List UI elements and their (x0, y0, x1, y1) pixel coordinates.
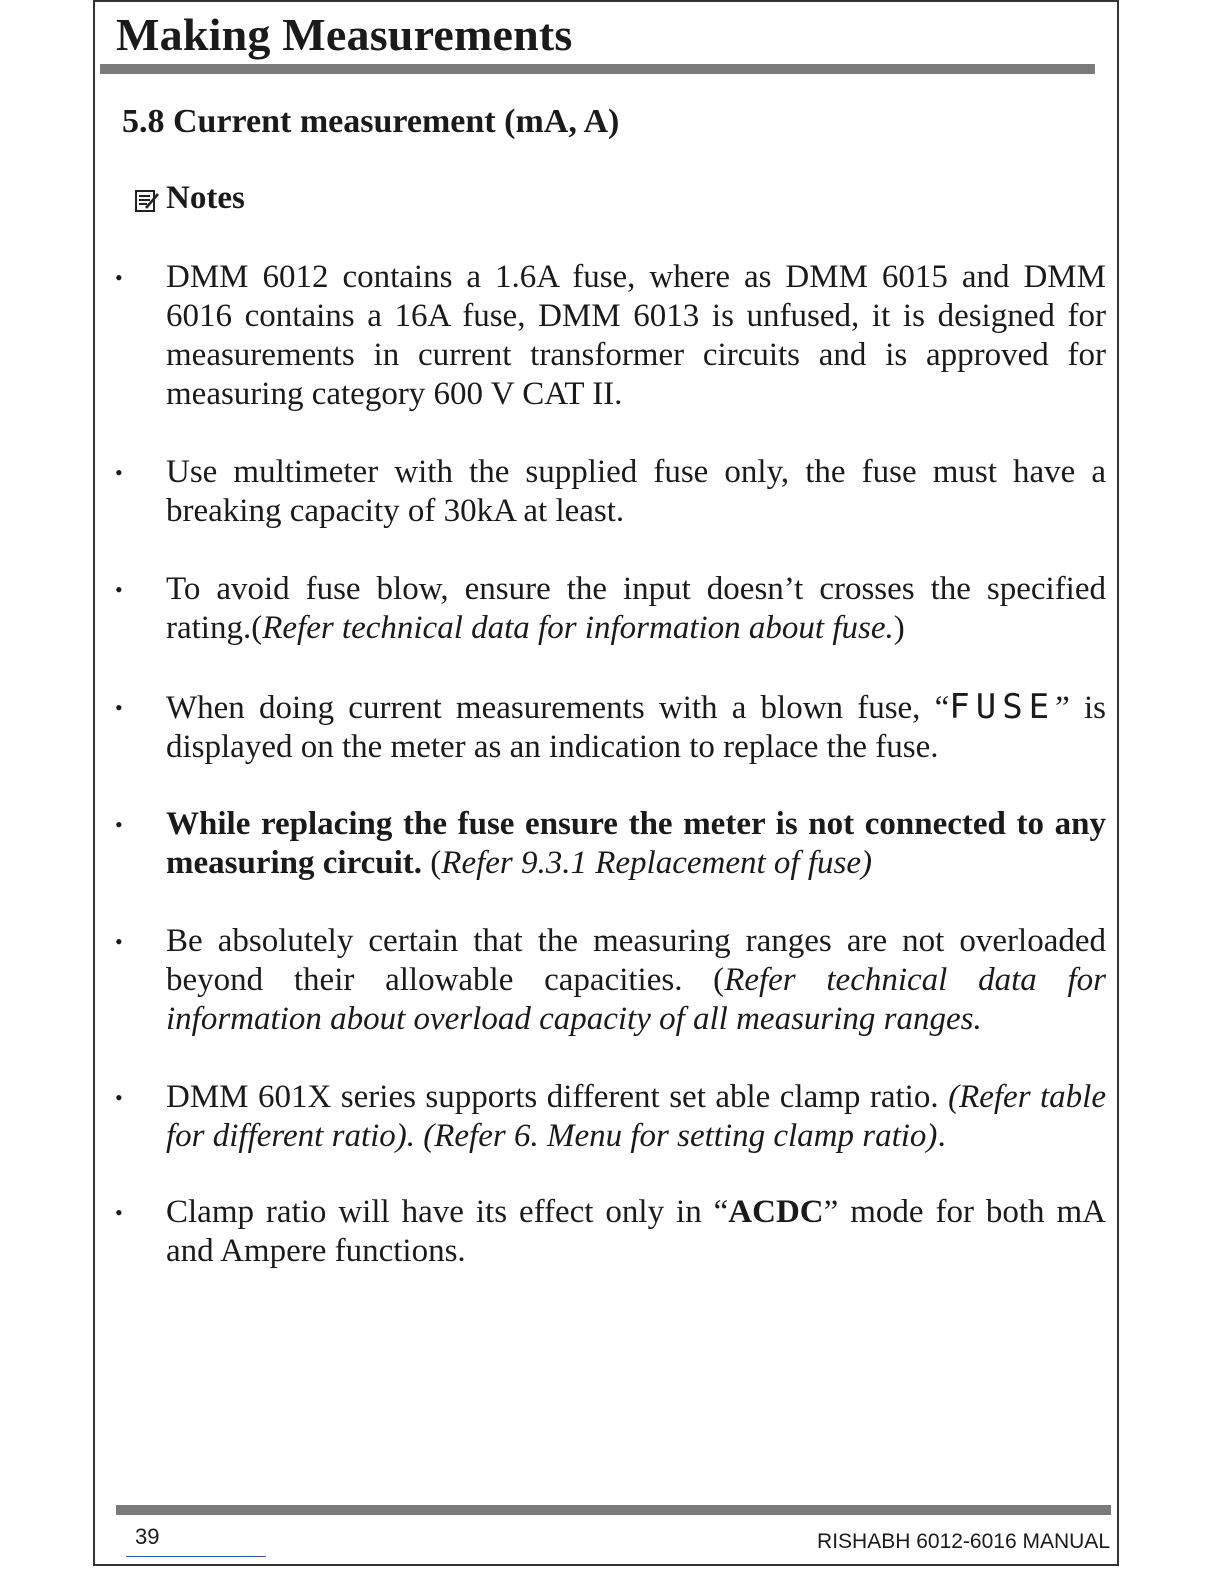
list-item (112, 805, 1106, 883)
item-text: To avoid fuse blow, ensure the input doesn’t crosses the specified rating.( (166, 571, 1106, 646)
list-item (112, 1078, 1106, 1156)
title-divider (100, 64, 1095, 74)
list-item (112, 258, 1106, 414)
notes-label: Notes (166, 180, 245, 216)
list-item (112, 688, 1106, 767)
list-item (112, 1193, 1106, 1271)
item-reference: Refer technical data for information about overload capacity of all measuring ranges. (166, 962, 1106, 1037)
bullet: • (115, 1085, 123, 1110)
item-mode: ACDC (728, 1194, 824, 1230)
list-item (112, 922, 1106, 1039)
footer-divider (116, 1505, 1111, 1515)
notes-heading (134, 180, 245, 217)
item-text-tail: ” is displayed on the meter as an indication to replace the fuse. (166, 690, 1106, 765)
manual-title: RISHABH 6012-6016 MANUAL (817, 1530, 1110, 1553)
bullet: • (115, 929, 123, 954)
item-text-tail: ” mode for both mA and Ampere functions. (166, 1194, 1106, 1269)
item-reference: (Refer table for different ratio). (Refer 6. Menu for setting clamp ratio) (166, 1079, 1106, 1154)
bullet: • (115, 460, 123, 485)
item-text: DMM 6012 contains a 1.6A fuse, where as DMM 6015 and DMM 6016 contains a 16A fuse, DMM 6013 is unfused, it is designed for measurements in current transformer circuits and is approved for measuring category 600 V CAT II. (166, 259, 1106, 412)
page-title: Making Measurements (116, 9, 573, 60)
bullet: • (115, 577, 123, 602)
list-item (112, 453, 1106, 531)
item-text-tail: . (937, 1118, 946, 1154)
item-reference: Refer technical data for information about fuse. (262, 610, 894, 646)
page-number: 39 (135, 1524, 160, 1549)
bullet: • (115, 695, 123, 720)
item-text: Be absolutely certain that the measuring ranges are not overloaded beyond their allowable capacities. ( (166, 923, 1106, 998)
item-text: Clamp ratio will have its effect only in “ (166, 1194, 729, 1230)
list-item (112, 570, 1106, 648)
item-text: Use multimeter with the supplied fuse only, the fuse must have a breaking capacity of 30kA at least. (166, 454, 1106, 529)
page-frame (93, 0, 1119, 1566)
bullet: • (115, 265, 123, 290)
item-text: When doing current measurements with a blown fuse, “ (166, 690, 950, 726)
item-reference: Refer 9.3.1 Replacement of fuse) (441, 845, 872, 881)
item-text: DMM 601X series supports different set able clamp ratio. (166, 1079, 949, 1115)
page-number-underline (126, 1556, 266, 1557)
item-text-tail: ) (893, 610, 905, 646)
section-heading: 5.8 Current measurement (mA, A) (122, 103, 620, 140)
bullet: • (115, 1200, 123, 1225)
notepad-icon (134, 186, 160, 212)
lcd-fuse-display: FUSE (949, 687, 1056, 727)
bullet: • (115, 812, 123, 837)
item-text: ( (422, 845, 442, 881)
item-warning: While replacing the fuse ensure the meter is not connected to any measuring circuit. (166, 806, 1106, 881)
